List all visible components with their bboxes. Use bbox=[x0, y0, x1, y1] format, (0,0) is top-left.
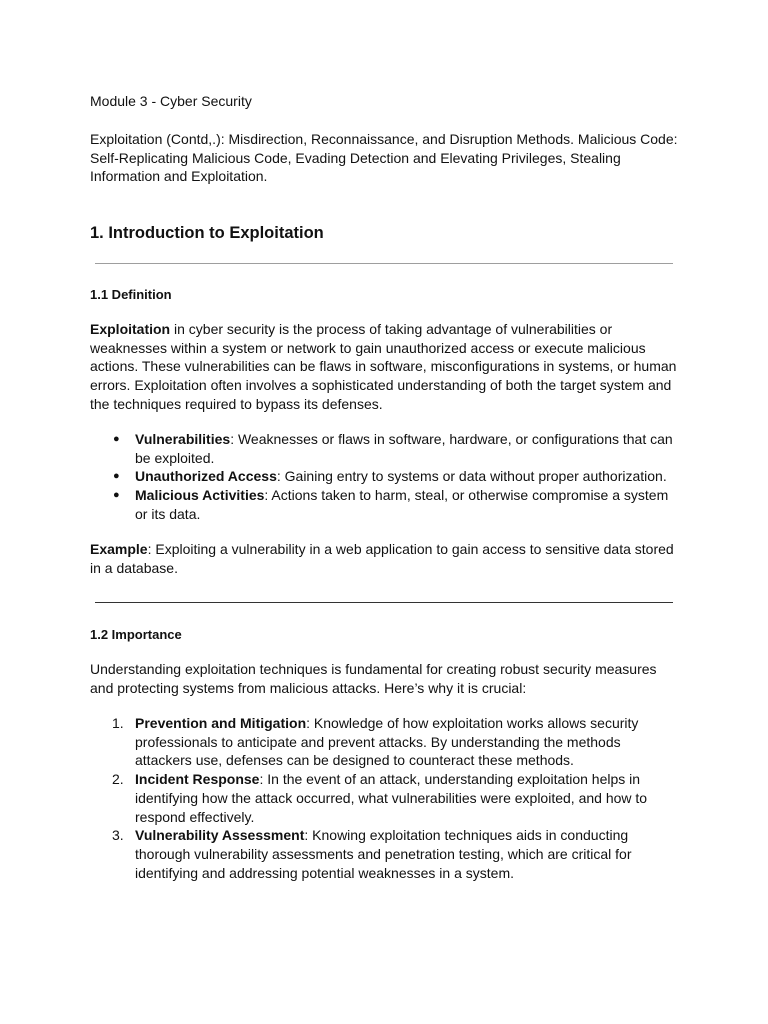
list-item bbox=[90, 430, 680, 467]
section-divider bbox=[95, 263, 673, 264]
list-number: 1. bbox=[112, 715, 124, 731]
definition-text: in cyber security is the process of taking advantage of vulnerabilities or weaknesses within a system or network to gain unauthorized access or execute malicious actions. These vulnerabilities can be flaws in software, misconfigurations in systems, or human errors. Exploitation often involves a sophisticated understanding of both the target system and the techniques required to bypass its defenses. bbox=[90, 321, 677, 412]
subsection-heading-definition: 1.1 Definition bbox=[90, 287, 172, 302]
bullet-term: Unauthorized Access bbox=[135, 468, 277, 485]
item-term: Incident Response bbox=[135, 771, 260, 788]
importance-numbered-list bbox=[90, 714, 680, 882]
bullet-term: Malicious Activities bbox=[135, 487, 265, 504]
item-term: Vulnerability Assessment bbox=[135, 827, 305, 844]
list-item bbox=[90, 826, 680, 882]
example-text: : Exploiting a vulnerability in a web application to gain access to sensitive data stored in a database. bbox=[90, 541, 674, 576]
definition-bullet-list bbox=[90, 430, 680, 524]
bullet-marker: ● bbox=[113, 433, 120, 445]
list-number: 2. bbox=[112, 771, 124, 788]
section-heading-introduction: 1. Introduction to Exploitation bbox=[90, 224, 324, 242]
subsection-heading-importance: 1.2 Importance bbox=[90, 627, 182, 642]
item-text: : Knowing exploitation techniques aids in conducting thorough vulnerability assessments and penetration testing, which are critical for identifying and addressing potential weaknesses in a system. bbox=[135, 827, 632, 881]
list-item bbox=[90, 770, 680, 826]
bullet-text: : Actions taken to harm, steal, or otherwise compromise a system or its data. bbox=[135, 487, 669, 522]
list-item bbox=[90, 486, 680, 523]
section-divider bbox=[95, 602, 673, 603]
bullet-text: : Weaknesses or flaws in software, hardware, or configurations that can be exploited. bbox=[135, 431, 673, 466]
bullet-text: : Gaining entry to systems or data without proper authorization. bbox=[276, 468, 667, 485]
item-term: Prevention and Mitigation bbox=[135, 715, 307, 731]
list-item bbox=[90, 714, 680, 770]
importance-intro: Understanding exploitation techniques is fundamental for creating robust security measures and protecting systems from malicious attacks. Here’s why it is crucial: bbox=[90, 661, 657, 696]
item-text: : In the event of an attack, understanding exploitation helps in identifying how the attack occurred, what vulnerabilities were exploited, and how to respond effectively. bbox=[135, 771, 648, 825]
module-summary: Exploitation (Contd,.): Misdirection, Reconnaissance, and Disruption Methods. Malicious Code: Self-Replicating Malicious Code, Evading Detection and Elevating Privileges, Stealing Information and Exploitation. bbox=[90, 131, 678, 185]
definition-paragraph bbox=[90, 320, 680, 414]
bullet-term: Vulnerabilities bbox=[135, 431, 231, 447]
item-text: : Knowledge of how exploitation works allows security professionals to anticipate and prevent attacks. By understanding the methods attackers use, defenses can be designed to counteract these methods. bbox=[135, 715, 639, 769]
list-item bbox=[90, 467, 680, 486]
definition-term: Exploitation bbox=[90, 321, 171, 337]
list-number: 3. bbox=[112, 827, 124, 844]
bullet-marker: ● bbox=[113, 470, 120, 483]
bullet-marker: ● bbox=[113, 489, 120, 502]
example-paragraph bbox=[90, 540, 680, 577]
module-title: Module 3 - Cyber Security bbox=[90, 93, 252, 109]
example-term: Example bbox=[90, 541, 148, 557]
